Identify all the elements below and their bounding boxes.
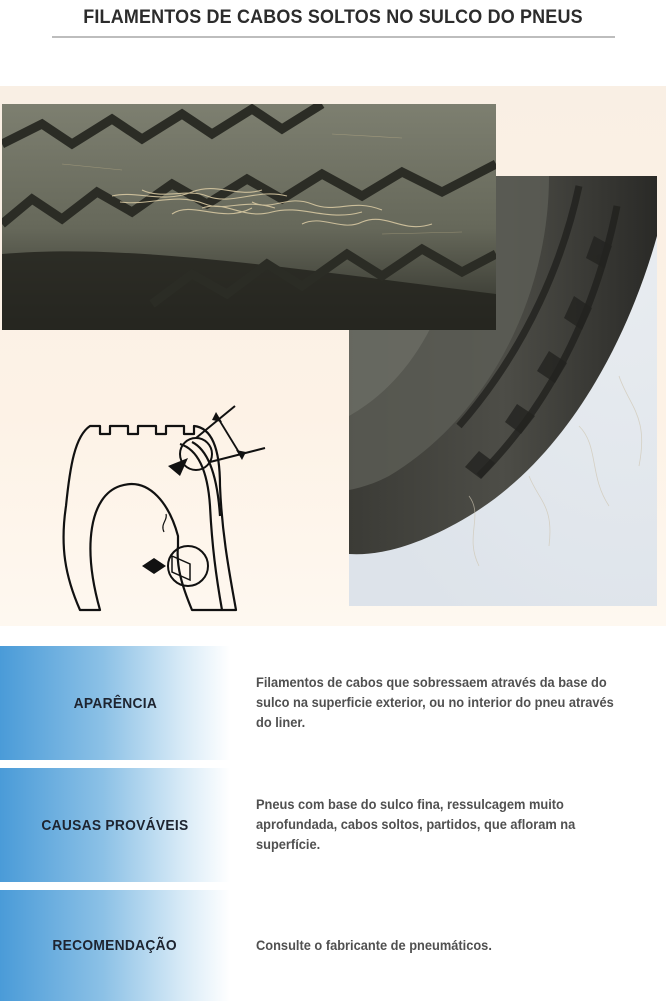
tread-closeup-photo: [2, 104, 496, 330]
row-recomendacao: [0, 890, 666, 1001]
row-causas-provaveis: [0, 768, 666, 882]
row-label-cell: [0, 646, 230, 760]
row-description: [256, 646, 646, 760]
page-title: FILAMENTOS DE CABOS SOLTOS NO SULCO DO PNEUS: [83, 6, 583, 28]
row-label: RECOMENDAÇÃO: [52, 937, 178, 954]
row-aparencia: [0, 646, 666, 760]
row-label-cell: [0, 768, 230, 882]
title-underline: [52, 36, 615, 38]
row-label: APARÊNCIA: [73, 694, 157, 712]
row-label: CAUSAS PROVÁVEIS: [41, 816, 189, 834]
tire-cross-section-diagram: [60, 396, 270, 624]
row-text: Filamentos de cabos que sobressaem através da base do sulco na superficie exterior, ou no interior do pneu através do liner.: [256, 675, 614, 730]
row-description: [256, 768, 646, 882]
row-text: Consulte o fabricante de pneumáticos.: [256, 937, 492, 953]
row-description: [256, 890, 646, 1001]
row-label-cell: [0, 890, 230, 1001]
row-text: Pneus com base do sulco fina, ressulcagem muito aprofundada, cabos soltos, partidos, que afloram na superfície.: [256, 797, 576, 852]
